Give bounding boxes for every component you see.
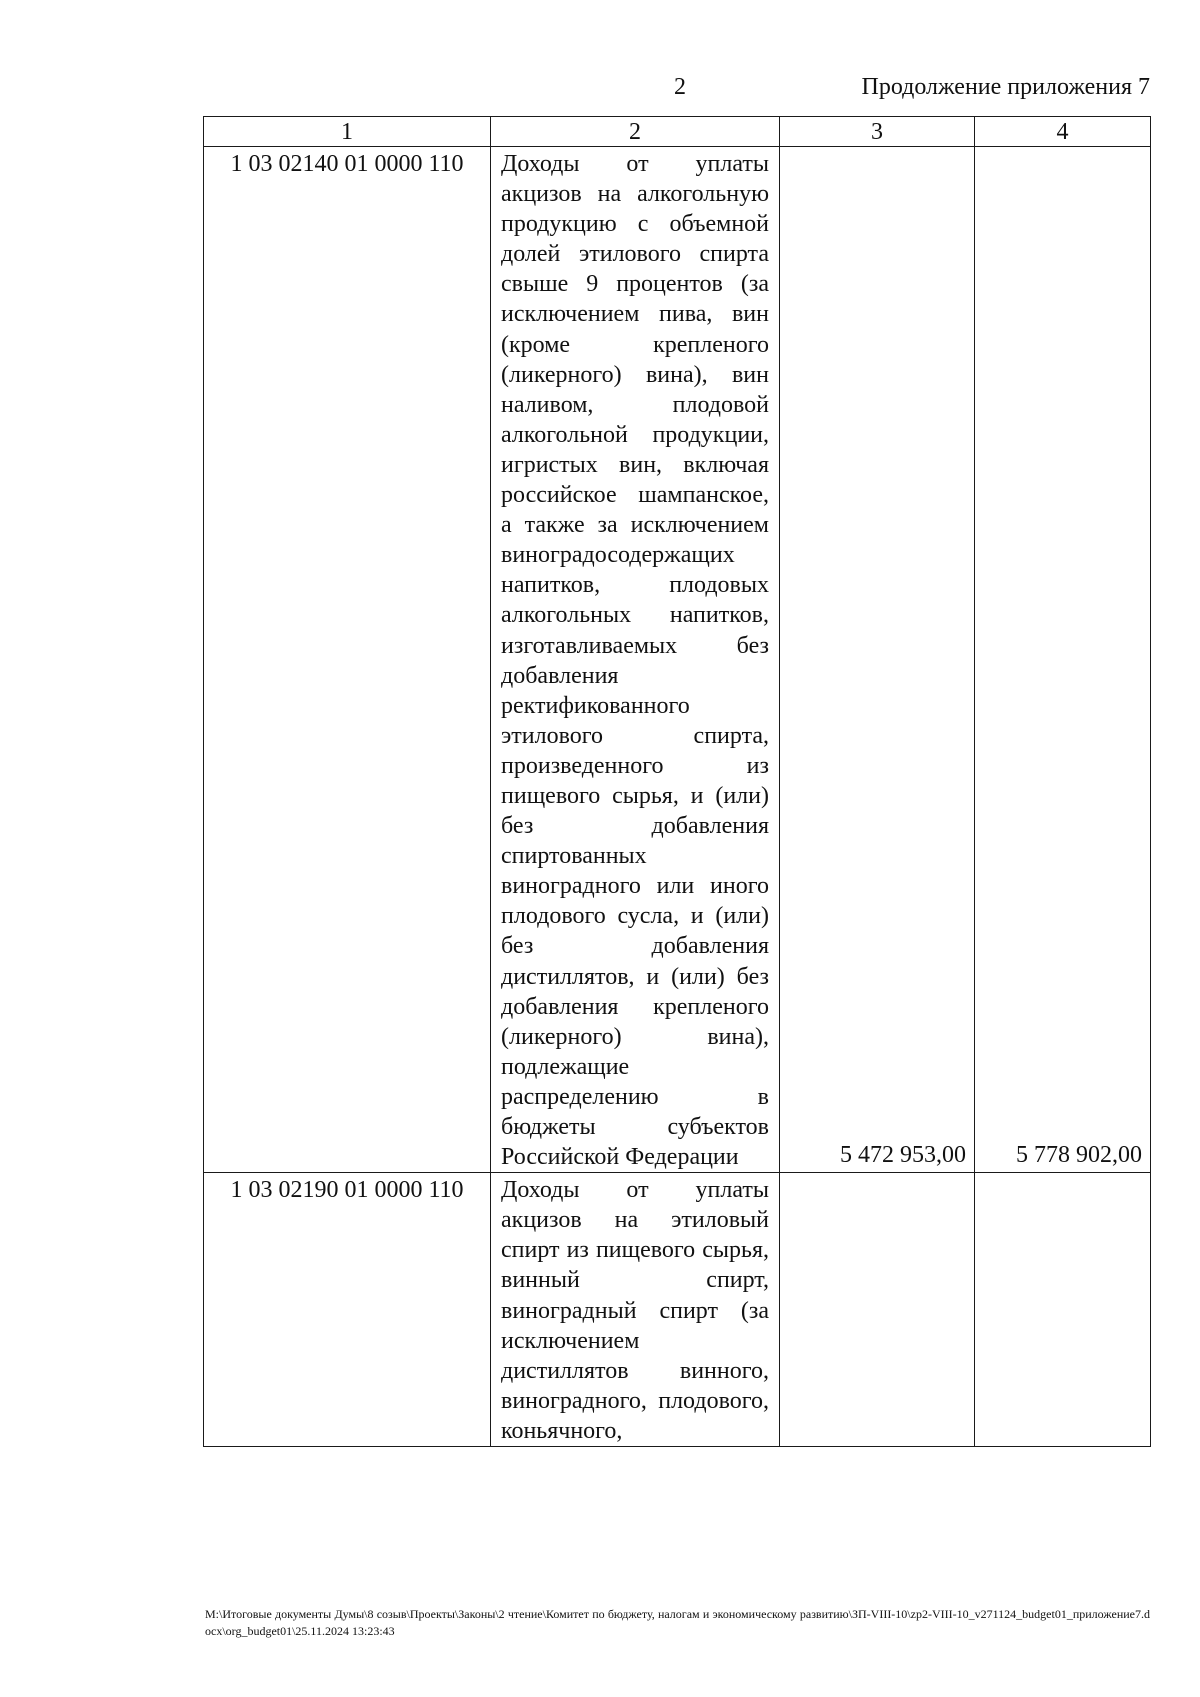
table-header-row	[204, 117, 1151, 147]
amount-column-3	[780, 1173, 975, 1447]
amount-column-3: 5 472 953,00	[780, 147, 975, 1173]
amount-column-4	[975, 1173, 1151, 1447]
table-row	[204, 1173, 1151, 1447]
table-row	[204, 147, 1151, 1173]
revenue-name-cell	[491, 1173, 780, 1447]
column-header: 4	[975, 117, 1151, 147]
revenue-name-cell	[491, 147, 780, 1173]
amount-column-4: 5 778 902,00	[975, 147, 1151, 1173]
column-header: 1	[204, 117, 491, 147]
page-number: 2	[674, 74, 686, 100]
appendix-continuation-label: Продолжение приложения 7	[861, 74, 1150, 100]
revenue-code: 1 03 02140 01 0000 110	[204, 147, 491, 1173]
revenue-name: Доходы от уплаты акцизов на алкогольную продукцию с объемной долей этилового спирта свыше 9 процентов (за исключением пива, вин (кроме крепленого (ликерного) вина), вин наливом, плодовой алкогольной продукции, игристых вин, включая российское шампанское, а также за исключением виноградосодержащих напитков, плодовых алкогольных напитков, изготавливаемых без добавления ректификованного этилового спирта, произведенного из пищевого сырья, и (или) без добавления спиртованных виноградного или иного плодового сусла, и (или) без добавления дистиллятов, и (или) без добавления крепленого (ликерного) вина), подлежащие распределению в бюджеты субъектов Российской Федерации	[501, 151, 769, 1171]
column-header: 3	[780, 117, 975, 147]
column-header: 2	[491, 117, 780, 147]
budget-revenue-table	[203, 116, 1151, 1447]
revenue-name: Доходы от уплаты акцизов на этиловый спирт из пищевого сырья, винный спирт, виноградный спирт (за исключением дистиллятов винного, виноградного, плодового, коньячного,	[501, 1177, 769, 1444]
revenue-code: 1 03 02190 01 0000 110	[204, 1173, 491, 1447]
document-file-path: M:\Итоговые документы Думы\8 созыв\Проекты\Законы\2 чтение\Комитет по бюджету, налогам и экономическому развитию\ЗП-VIII-10\zp2-VIII-10_v271124_budget01_приложение7.docx\org_budget01\25.11.2024 13:23:43	[205, 1607, 1150, 1638]
